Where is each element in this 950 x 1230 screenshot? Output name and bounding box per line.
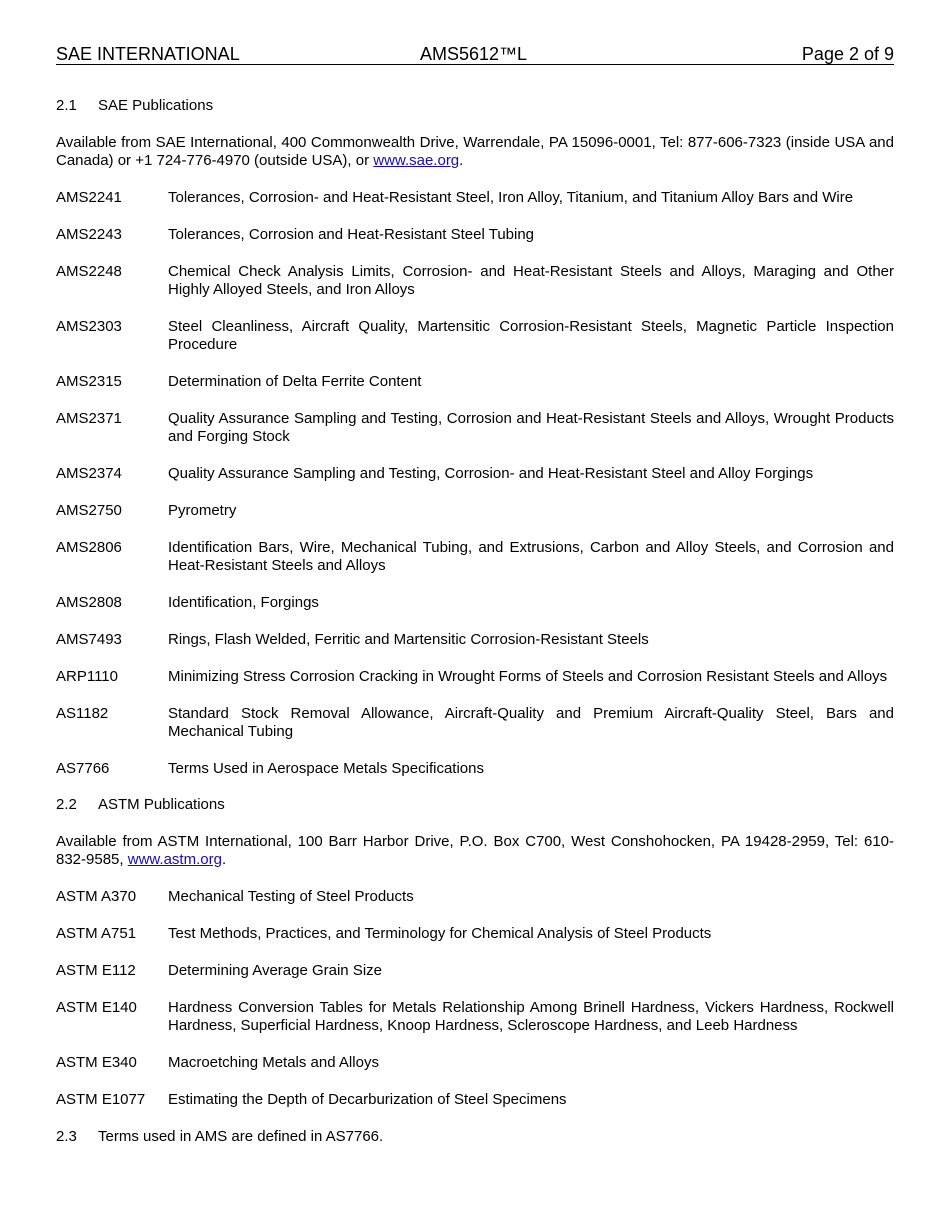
sae-availability-paragraph (56, 134, 894, 170)
reference-title: Quality Assurance Sampling and Testing, Corrosion- and Heat-Resistant Steel and Alloy Forgings (168, 465, 814, 482)
reference-item (56, 668, 894, 686)
reference-code: ASTM E340 (56, 1054, 137, 1071)
section-number: 2.2 (56, 796, 77, 813)
section-text: Terms used in AMS are defined in AS7766. (98, 1128, 384, 1145)
reference-item (56, 1054, 894, 1072)
sae-website-link[interactable]: www.sae.org (373, 152, 460, 169)
reference-item (56, 465, 894, 483)
reference-code: AS1182 (56, 705, 109, 722)
reference-title: Rings, Flash Welded, Ferritic and Martensitic Corrosion-Resistant Steels (168, 631, 649, 648)
reference-title: Minimizing Stress Corrosion Cracking in Wrought Forms of Steels and Corrosion Resistant Steels and Alloys (168, 668, 888, 685)
reference-item (56, 189, 894, 207)
reference-code: AMS2303 (56, 318, 122, 335)
section-number: 2.1 (56, 97, 77, 114)
reference-code: AMS2374 (56, 465, 122, 482)
reference-title: Steel Cleanliness, Aircraft Quality, Martensitic Corrosion-Resistant Steels, Magnetic Particle Inspection Procedure (168, 318, 894, 353)
reference-code: ASTM A751 (56, 925, 137, 942)
page-header (56, 44, 894, 65)
reference-title: Hardness Conversion Tables for Metals Relationship Among Brinell Hardness, Vickers Hardness, Rockwell Hardness, Superficial Hardness, Knoop Hardness, Scleroscope Hardness, and Leeb Hardness (168, 999, 894, 1034)
reference-item (56, 888, 894, 906)
reference-code: ASTM E112 (56, 962, 136, 979)
reference-title: Test Methods, Practices, and Terminology for Chemical Analysis of Steel Products (168, 925, 712, 942)
section-heading-astm (56, 796, 894, 814)
reference-item (56, 760, 894, 778)
reference-item (56, 539, 894, 575)
sae-availability-end: . (459, 152, 464, 169)
reference-item (56, 318, 894, 354)
reference-title: Terms Used in Aerospace Metals Specifications (168, 760, 484, 777)
reference-item (56, 631, 894, 649)
reference-code: AS7766 (56, 760, 110, 777)
astm-website-link[interactable]: www.astm.org (127, 851, 222, 868)
reference-item (56, 226, 894, 244)
reference-title: Quality Assurance Sampling and Testing, Corrosion and Heat-Resistant Steels and Alloys, Wrought Products and Forging Stock (168, 410, 894, 445)
reference-code: AMS2243 (56, 226, 122, 243)
reference-code: AMS2808 (56, 594, 122, 611)
reference-title: Tolerances, Corrosion and Heat-Resistant Steel Tubing (168, 226, 535, 243)
astm-availability-paragraph (56, 833, 894, 869)
reference-item (56, 705, 894, 741)
reference-code: AMS2750 (56, 502, 122, 519)
reference-item (56, 962, 894, 980)
reference-item (56, 410, 894, 446)
astm-reference-list (56, 888, 894, 1109)
header-org: SAE INTERNATIONAL (56, 44, 240, 64)
reference-item (56, 263, 894, 299)
reference-code: ASTM E1077 (56, 1091, 146, 1108)
section-title: ASTM Publications (98, 796, 225, 813)
section-terms (56, 1128, 894, 1146)
section-title: SAE Publications (98, 97, 214, 114)
reference-item (56, 373, 894, 391)
reference-code: ASTM E140 (56, 999, 137, 1016)
astm-availability-end: . (221, 851, 227, 868)
astm-availability-text: Available from ASTM International, 100 Barr Harbor Drive, P.O. Box C700, West Conshohocken, PA 19428-2959, Tel: 610-832-9585, (56, 833, 894, 868)
reference-item (56, 999, 894, 1035)
reference-title: Determining Average Grain Size (168, 962, 382, 979)
header-page-number: Page 2 of 9 (801, 44, 894, 64)
reference-title: Tolerances, Corrosion- and Heat-Resistant Steel, Iron Alloy, Titanium, and Titanium Alloy Bars and Wire (168, 189, 854, 206)
reference-item (56, 925, 894, 943)
document-body (56, 97, 894, 1165)
reference-title: Estimating the Depth of Decarburization of Steel Specimens (168, 1091, 567, 1108)
reference-title: Pyrometry (168, 502, 237, 519)
reference-code: AMS2241 (56, 189, 122, 206)
reference-item (56, 502, 894, 520)
reference-code: ASTM A370 (56, 888, 137, 905)
reference-title: Chemical Check Analysis Limits, Corrosion- and Heat-Resistant Steels and Alloys, Maraging and Other Highly Alloyed Steels, and Iron Alloys (168, 263, 894, 298)
reference-title: Identification Bars, Wire, Mechanical Tubing, and Extrusions, Carbon and Alloy Steels, and Corrosion and Heat-Resistant Steels and Alloys (168, 539, 894, 574)
reference-item (56, 594, 894, 612)
sae-reference-list (56, 189, 894, 778)
reference-code: AMS2248 (56, 263, 122, 280)
reference-title: Identification, Forgings (168, 594, 319, 611)
reference-code: AMS2371 (56, 410, 122, 427)
sae-availability-text: Available from SAE International, 400 Commonwealth Drive, Warrendale, PA 15096-0001, Tel: 877-606-7323 (inside USA and Canada) or +1 724-776-4970 (outside USA), or (56, 134, 894, 169)
reference-title: Standard Stock Removal Allowance, Aircraft-Quality and Premium Aircraft-Quality Steel, Bars and Mechanical Tubing (168, 705, 894, 740)
reference-title: Determination of Delta Ferrite Content (168, 373, 422, 390)
reference-code: AMS2315 (56, 373, 122, 390)
header-doc-id: AMS5612™L (420, 44, 528, 64)
section-number: 2.3 (56, 1128, 77, 1145)
reference-title: Macroetching Metals and Alloys (168, 1054, 379, 1071)
reference-title: Mechanical Testing of Steel Products (168, 888, 414, 905)
section-heading-sae (56, 97, 894, 115)
reference-item (56, 1091, 894, 1109)
reference-code: AMS7493 (56, 631, 122, 648)
reference-code: AMS2806 (56, 539, 122, 556)
reference-code: ARP1110 (56, 668, 118, 685)
